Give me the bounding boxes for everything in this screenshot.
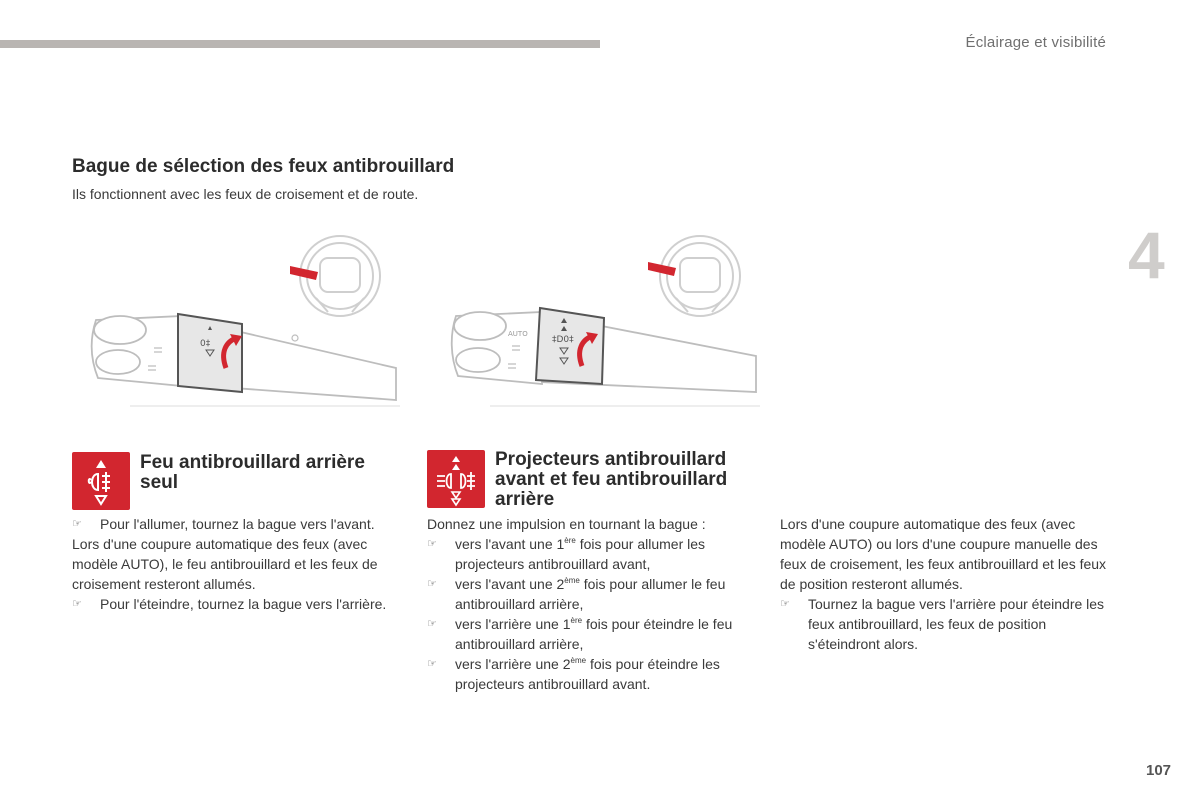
list-item: ☞ vers l'arrière une 2ème fois pour éteindre les projecteurs antibrouillard avant. [427,656,720,692]
svg-text:0‡: 0‡ [200,339,211,349]
list-item: ☞ vers l'arrière une 1ère fois pour éteindre le feu antibrouillard arrière, [427,616,733,652]
stalk-highlight [290,266,318,280]
paragraph: Lors d'une coupure automatique des feux (avec modèle AUTO) ou lors d'une coupure manuelle des feux de croisement, les feux antibrouillard et les feux de position resteront allumés. [780,516,1107,592]
pointing-hand-icon: ☞ [427,538,437,550]
page-title: Bague de sélection des feux antibrouillard [72,156,455,177]
section-rear-fog-body [72,514,402,614]
list-item: ☞ Pour l'éteindre, tournez la bague vers l'arrière. [72,596,387,612]
auto-label: AUTO [508,330,528,338]
list-item: ☞ vers l'avant une 1ère fois pour allumer les projecteurs antibrouillard avant, [427,536,706,572]
pointing-hand-icon: ☞ [427,658,437,670]
stalk-illustration-front-rear-fog [430,228,760,408]
chapter-number: 4 [1128,218,1165,292]
list-item: ☞ vers l'avant une 2ème fois pour allumer le feu antibrouillard arrière, [427,576,726,612]
right-column-body [780,514,1116,654]
section-rear-fog-title: Feu antibrouillard arrière seul [140,452,365,493]
list-item: ☞ Tournez la bague vers l'arrière pour éteindre les feux antibrouillard, les feux de position s'éteindront alors. [780,596,1105,652]
svg-text:‡D0‡: ‡D0‡ [552,335,574,345]
pointing-hand-icon: ☞ [72,518,82,530]
section-front-rear-fog-heading [427,450,765,510]
pointing-hand-icon: ☞ [427,618,437,630]
pointing-hand-icon: ☞ [72,598,82,610]
section-rear-fog-heading [72,452,400,510]
pointing-hand-icon: ☞ [427,578,437,590]
section-front-rear-fog-body [427,514,757,694]
steering-wheel-icon [660,236,740,316]
front-rear-fog-light-icon [427,450,485,508]
paragraph: Donnez une impulsion en tournant la bague : [427,516,706,532]
rear-fog-light-icon [72,452,130,510]
stalk-illustration-rear-fog [70,228,400,408]
section-header-title: Éclairage et visibilité [965,34,1106,51]
section-front-rear-fog-title: Projecteurs antibrouillard avant et feu antibrouillard arrière [495,449,728,510]
list-item: ☞ Pour l'allumer, tournez la bague vers l'avant. [72,516,375,532]
intro-text: Ils fonctionnent avec les feux de croisement et de route. [72,186,419,202]
paragraph: Lors d'une coupure automatique des feux (avec modèle AUTO), le feu antibrouillard et les feux de croisement resteront allumés. [72,536,378,592]
page-number: 107 [1146,762,1172,779]
header-bar [0,40,600,48]
pointing-hand-icon: ☞ [780,598,790,610]
